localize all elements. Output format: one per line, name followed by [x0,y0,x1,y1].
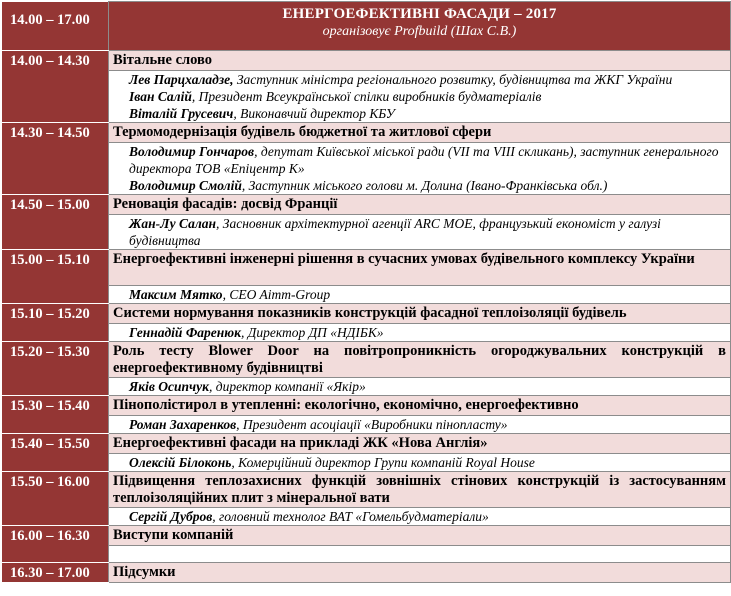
session-topic: Енергоефективні фасади на прикладі ЖК «Нова Англія» [109,434,731,454]
speaker-name: Геннадій Фаренюк [129,325,241,340]
speakers-row [2,454,731,472]
session-topic: Реновація фасадів: досвід Франції [109,195,731,215]
session-topic: Роль тесту Blower Door на повітропроникність огороджувальних конструкцій в енергоефективному будівництві [109,342,731,378]
session-row [2,195,731,215]
speaker-name: Лев Парцхаладзе, [129,72,234,87]
page-title: ЕНЕРГОЕФЕКТИВНІ ФАСАДИ – 2017 [282,6,557,22]
speaker-list [109,324,731,342]
session-row [2,396,731,416]
session-time: 14.30 – 14.50 [2,123,109,195]
session-row [2,123,731,143]
speaker-item [129,71,726,88]
empty-row [2,546,731,563]
speaker-list [109,378,731,396]
speaker-name: Олексій Білоконь [129,455,232,470]
session-time: 15.20 – 15.30 [2,342,109,396]
speaker-item [129,508,726,525]
session-row [2,472,731,508]
session-topic: Термомодернізація будівель бюджетної та житлової сфери [109,123,731,143]
session-time: 16.00 – 16.30 [2,526,109,563]
speaker-role: , CEO Aimm-Group [222,287,331,302]
speaker-list [109,143,731,195]
speaker-item [129,286,726,303]
speaker-role: , Президент асоціації «Виробники пінопласту» [236,417,508,432]
session-row [2,342,731,378]
speaker-name: Жан-Лу Салан [129,216,217,231]
speaker-role: Заступник міністра регіонального розвитку, будівництва та ЖКГ України [233,72,673,87]
speaker-item [129,177,726,194]
session-topic: Вітальне слово [109,51,731,71]
session-time: 14.00 – 14.30 [2,51,109,123]
speaker-name: Володимир Гончаров [129,144,255,159]
session-time: 15.00 – 15.10 [2,250,109,304]
speaker-list [109,454,731,472]
session-row [2,51,731,71]
speaker-role: , Засновник архітектурної агенції ARC MOE, французький економіст у галузі будівництва [129,216,661,248]
speaker-list [109,416,731,434]
speaker-role: , директор компанії «Якір» [208,379,366,394]
speaker-item [129,416,726,433]
speaker-list [109,71,731,123]
speaker-item [129,378,726,395]
speaker-role: , Комерційний директор Групи компаній Royal House [231,455,535,470]
speaker-role: , Заступник міського голови м. Долина (Івано-Франківська обл.) [241,178,608,193]
speaker-name: Володимир Смолій [129,178,242,193]
speaker-item [129,88,726,105]
speakers-row [2,286,731,304]
speaker-list [109,508,731,526]
header-cell [109,2,731,51]
speakers-row [2,508,731,526]
session-time: 15.30 – 15.40 [2,396,109,434]
page-subtitle: організовує Profbuild (Шах С.В.) [322,24,517,39]
session-topic: Пінополістирол в утепленні: екологічно, економічно, енергоефективно [109,396,731,416]
header-time: 14.00 – 17.00 [2,2,109,51]
session-row [2,250,731,286]
session-topic: Системи нормування показників конструкцій фасадної теплоізоляції будівель [109,304,731,324]
speaker-role: , депутат Київської міської ради (VII та VIII скликань), заступник генерального директора ТОВ «Епіцентр К» [129,144,719,176]
speaker-role: , Президент Всеукраїнської спілки виробників будматеріалів [191,89,542,104]
speaker-item [129,105,726,122]
speakers-row [2,378,731,396]
session-time: 14.50 – 15.00 [2,195,109,250]
header-row [2,2,731,51]
speaker-name: Роман Захаренков [129,417,237,432]
session-row [2,434,731,454]
session-topic: Підсумки [109,563,731,583]
speaker-list [109,215,731,250]
speaker-name: Максим Мятко [129,287,223,302]
session-time: 16.30 – 17.00 [2,563,109,583]
session-time: 15.10 – 15.20 [2,304,109,342]
session-row [2,304,731,324]
speakers-row [2,71,731,123]
speaker-list [109,286,731,304]
speakers-row [2,416,731,434]
speaker-item [129,143,726,177]
speaker-name: Віталій Грусевич [129,106,234,121]
session-topic: Виступи компаній [109,526,731,546]
session-topic: Енергоефективні інженерні рішення в сучасних умовах будівельного комплексу України [109,250,731,286]
speaker-role: , Виконавчий директор КБУ [233,106,395,121]
speaker-name: Іван Салій [129,89,192,104]
speakers-row [2,215,731,250]
speakers-row [2,324,731,342]
empty-cell [109,546,731,563]
session-time: 15.50 – 16.00 [2,472,109,526]
speaker-name: Яків Осипчук [129,379,209,394]
session-row [2,563,731,583]
speakers-row [2,143,731,195]
speaker-item [129,454,726,471]
speaker-item [129,324,726,341]
session-row [2,526,731,546]
speaker-role: , Директор ДП «НДІБК» [240,325,384,340]
speaker-item [129,215,726,249]
session-topic: Підвищення теплозахисних функцій зовнішніх стінових конструкцій із застосуванням теплоізоляційних плит з мінеральної вати [109,472,731,508]
agenda-table [1,1,731,583]
speaker-name: Сергій Дубров [129,509,213,524]
speaker-role: , головний технолог ВАТ «Гомельбудматеріали» [212,509,489,524]
session-time: 15.40 – 15.50 [2,434,109,472]
